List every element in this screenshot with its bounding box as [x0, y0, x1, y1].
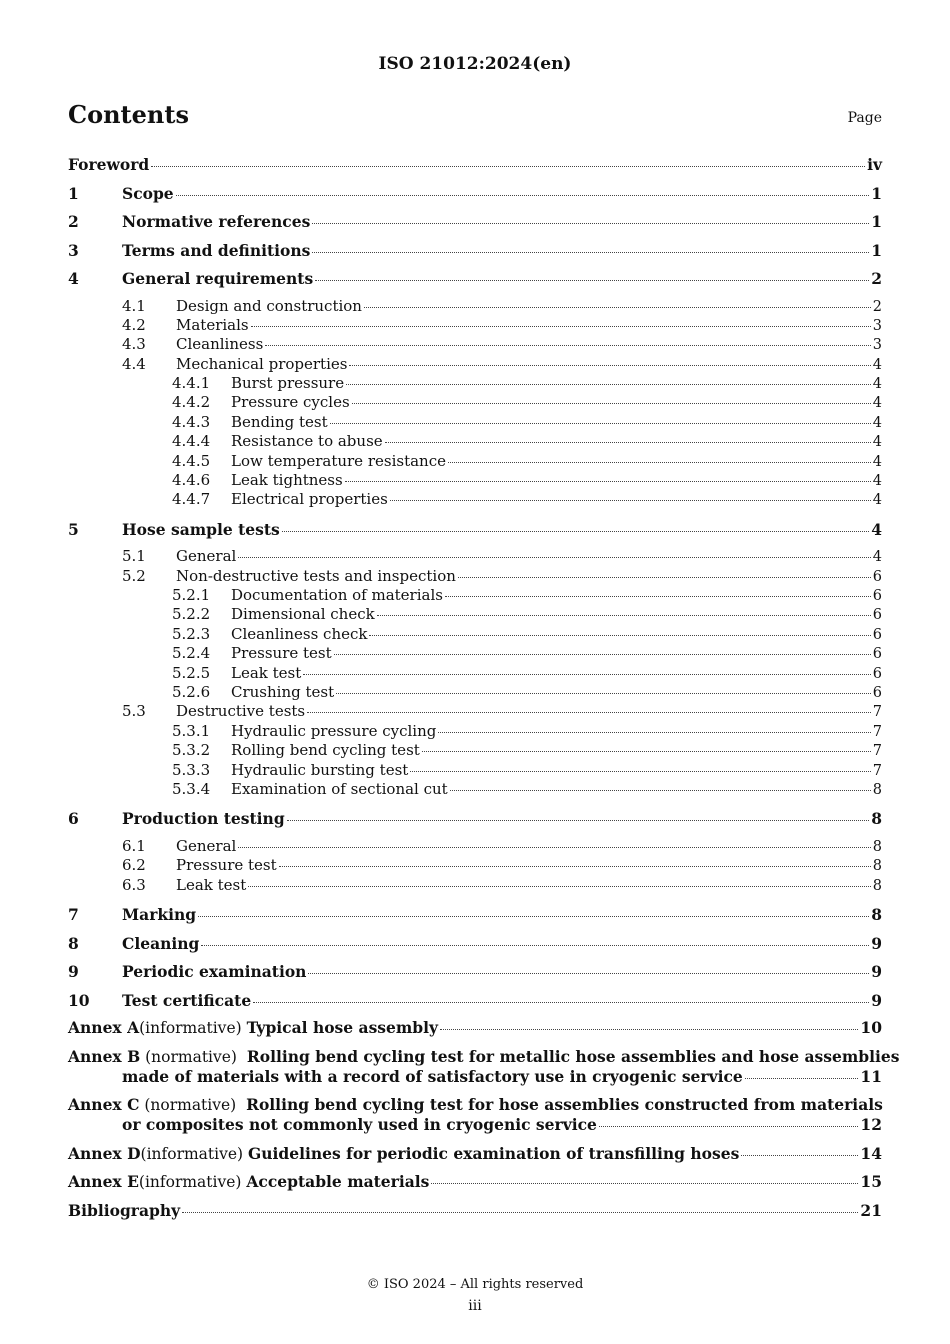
- toc-entry-number: 6: [68, 809, 79, 829]
- dot-leader: [308, 973, 869, 974]
- dot-leader: [312, 252, 869, 253]
- toc-entry-title: Cleanliness: [176, 335, 264, 354]
- toc-entry-title: Dimensional check: [231, 605, 375, 624]
- toc-entry[interactable]: [68, 374, 882, 393]
- dot-leader: [330, 423, 871, 424]
- toc-entry-title: Production testing: [122, 809, 285, 829]
- toc-entry-title: Low temperature resistance: [231, 451, 446, 470]
- toc-entry-page: 8: [872, 781, 882, 798]
- toc-entry-page: 7: [872, 723, 882, 740]
- toc-entry-number: 8: [68, 933, 79, 953]
- toc-entry-page: 4: [872, 492, 882, 509]
- toc-entry-page: iv: [867, 155, 882, 174]
- dot-leader: [410, 771, 870, 772]
- toc-entry-number: 5.2.2: [172, 605, 211, 624]
- toc-entry-page: 4: [872, 376, 882, 393]
- toc-entry-page: 4: [872, 473, 882, 490]
- toc-annex-entry[interactable]: [68, 1095, 882, 1135]
- toc-entry-page: 2: [871, 269, 882, 288]
- toc-entry-title: Leak tightness: [231, 471, 343, 490]
- toc-entry-number: 4.4.6: [172, 471, 211, 490]
- toc-entry-number: 10: [68, 990, 90, 1010]
- toc-entry-page: 9: [871, 933, 882, 953]
- copyright-notice: © ISO 2024 – All rights reserved: [366, 1277, 584, 1292]
- dot-leader: [279, 866, 871, 867]
- section-gap: [68, 799, 882, 808]
- toc-entry-title: Mechanical properties: [176, 354, 348, 373]
- toc-entry-title: Hydraulic bursting test: [231, 760, 409, 779]
- toc-entry-number: 4.4: [122, 354, 146, 373]
- toc-entry[interactable]: [68, 741, 882, 760]
- dot-leader: [282, 531, 869, 532]
- toc-entry[interactable]: [68, 837, 882, 856]
- page-column-label: Page: [847, 110, 882, 126]
- toc-entry[interactable]: [68, 856, 882, 875]
- toc-entry-number: 3: [68, 240, 79, 260]
- toc-entry[interactable]: [68, 547, 882, 566]
- annex-title-line2: or composites not commonly used in cryogenic service: [122, 1115, 597, 1135]
- annex-label: Annex D: [68, 1143, 141, 1163]
- toc-entry-number: 4.4.7: [172, 490, 211, 509]
- annex-page: 11: [860, 1066, 882, 1086]
- toc-entry[interactable]: [68, 355, 882, 374]
- page-number: iii: [468, 1298, 482, 1314]
- annex-label: Annex E: [68, 1172, 139, 1192]
- toc-entry-number: 5.2.4: [172, 644, 211, 663]
- table-of-contents: [68, 154, 900, 1229]
- toc-entry-number: 4.4.4: [172, 432, 211, 451]
- toc-entry-title: General: [176, 547, 237, 566]
- toc-entry-page: 4: [872, 453, 882, 470]
- toc-entry[interactable]: [68, 471, 882, 490]
- dot-leader: [741, 1155, 858, 1156]
- toc-entry-title: Resistance to abuse: [231, 432, 383, 451]
- page-title: Contents: [68, 100, 189, 129]
- annex-title-line2: made of materials with a record of satisfactory use in cryogenic service: [122, 1066, 743, 1086]
- annex-page: 12: [860, 1115, 882, 1135]
- toc-entry-page: 8: [871, 809, 882, 829]
- toc-entry[interactable]: [68, 154, 882, 183]
- toc-entry-title: Periodic examination: [122, 962, 307, 982]
- toc-entry-number: 4: [68, 269, 79, 288]
- toc-entry[interactable]: [68, 933, 882, 962]
- toc-entry-number: 6.2: [122, 856, 146, 875]
- dot-leader: [151, 166, 865, 167]
- toc-entry-page: 6: [872, 685, 882, 702]
- toc-entry-title: Hose sample tests: [122, 519, 280, 539]
- toc-entry[interactable]: [68, 990, 882, 1019]
- toc-entry[interactable]: [68, 240, 882, 269]
- toc-entry-number: 5.2.1: [172, 586, 211, 605]
- toc-entry-title: Leak test: [231, 663, 302, 682]
- toc-entry-number: 4.2: [122, 315, 146, 334]
- toc-entry-number: 4.4.1: [172, 374, 211, 393]
- toc-entry[interactable]: [68, 393, 882, 412]
- annex-kind: (normative): [145, 1047, 237, 1066]
- toc-entry[interactable]: [68, 335, 882, 354]
- toc-entry-page: 4: [872, 414, 882, 431]
- dot-leader: [450, 790, 871, 791]
- annex-kind: (normative): [144, 1096, 237, 1115]
- dot-leader: [238, 557, 870, 558]
- toc-bibliography-entry[interactable]: [68, 1201, 882, 1221]
- toc-entry-title: Cleaning: [122, 933, 200, 953]
- annex-title-line1: Rolling bend cycling test for hose assemblies constructed from materials: [246, 1095, 883, 1115]
- toc-entry-title: Pressure test: [176, 856, 277, 875]
- toc-entry[interactable]: [68, 722, 882, 741]
- dot-leader: [385, 442, 871, 443]
- toc-entry-number: 5.2.5: [172, 663, 211, 682]
- toc-entry-number: 5.1: [122, 547, 146, 566]
- annex-title: Typical hose assembly: [246, 1018, 439, 1038]
- toc-entry-title: Marking: [122, 905, 197, 925]
- toc-entry-title: Crushing test: [231, 683, 335, 702]
- dot-leader: [352, 403, 871, 404]
- toc-entry-page: 4: [872, 549, 882, 566]
- toc-entry-page: 8: [872, 838, 882, 855]
- toc-entry-page: 9: [871, 990, 882, 1010]
- toc-entry[interactable]: [68, 452, 882, 471]
- dot-leader: [238, 847, 870, 848]
- toc-entry-number: 6.1: [122, 836, 146, 855]
- dot-leader: [253, 1002, 869, 1003]
- dot-leader: [303, 674, 870, 675]
- toc-entry-number: 5.2.3: [172, 624, 211, 643]
- toc-entry[interactable]: [68, 904, 882, 933]
- toc-entry-title: Foreword: [68, 155, 150, 174]
- dot-leader: [345, 481, 871, 482]
- toc-entry-title: Pressure cycles: [231, 393, 350, 412]
- toc-entry-page: 6: [872, 607, 882, 624]
- toc-entry-number: 4.3: [122, 335, 146, 354]
- bibliography-title: Bibliography: [68, 1200, 181, 1220]
- toc-entry-page: 4: [872, 434, 882, 451]
- toc-entry-page: 7: [872, 762, 882, 779]
- dot-leader: [287, 820, 870, 821]
- toc-entry-page: 1: [871, 212, 882, 231]
- toc-entry-title: Terms and definitions: [122, 240, 311, 260]
- toc-entry[interactable]: [68, 586, 882, 605]
- toc-entry-number: 2: [68, 212, 79, 231]
- annex-kind: (informative): [140, 1144, 244, 1163]
- toc-annex-entry[interactable]: [68, 1144, 882, 1164]
- annex-kind: (informative): [138, 1173, 242, 1192]
- toc-entry[interactable]: [68, 780, 882, 799]
- dot-leader: [312, 223, 869, 224]
- toc-annex-entry[interactable]: [68, 1172, 882, 1192]
- toc-entry-number: 5.3.2: [172, 741, 211, 760]
- toc-entry-title: Electrical properties: [231, 490, 388, 509]
- toc-entry-title: Design and construction: [176, 296, 362, 315]
- toc-entry-page: 1: [871, 183, 882, 203]
- toc-entry[interactable]: [68, 183, 882, 212]
- toc-entry-title: Pressure test: [231, 644, 332, 663]
- annex-page: 10: [860, 1018, 882, 1038]
- toc-entry[interactable]: [68, 683, 882, 702]
- toc-entry-title: Documentation of materials: [231, 586, 443, 605]
- toc-entry-number: 5.2: [122, 566, 146, 585]
- toc-annex-entry[interactable]: [68, 1018, 882, 1038]
- dot-leader: [336, 693, 871, 694]
- toc-entry-page: 4: [872, 356, 882, 373]
- toc-entry-number: 9: [68, 962, 79, 982]
- toc-entry[interactable]: [68, 625, 882, 644]
- toc-entry-page: 4: [872, 395, 882, 412]
- dot-leader: [248, 886, 870, 887]
- dot-leader: [745, 1078, 859, 1079]
- toc-entry-page: 6: [872, 568, 882, 585]
- toc-entry-title: Scope: [122, 183, 174, 203]
- section-gap: [68, 510, 882, 519]
- dot-leader: [265, 345, 870, 346]
- dot-leader: [369, 635, 870, 636]
- toc-entry-page: 6: [872, 646, 882, 663]
- bibliography-page: 21: [860, 1200, 882, 1220]
- dot-leader: [431, 1183, 858, 1184]
- dot-leader: [307, 712, 871, 713]
- toc-entry[interactable]: [68, 413, 882, 432]
- document-id: ISO 21012:2024(en): [378, 54, 572, 74]
- toc-entry[interactable]: [68, 761, 882, 780]
- toc-entry-page: 2: [872, 298, 882, 315]
- annex-title: Acceptable materials: [246, 1172, 430, 1192]
- toc-entry-page: 4: [871, 519, 882, 539]
- toc-entry-number: 5.3: [122, 702, 146, 721]
- toc-entry-number: 4.1: [122, 296, 146, 315]
- toc-entry-page: 8: [872, 877, 882, 894]
- dot-leader: [182, 1212, 858, 1213]
- toc-entry[interactable]: [68, 605, 882, 624]
- dot-leader: [599, 1126, 859, 1127]
- toc-entry-title: Leak test: [176, 875, 247, 894]
- toc-entry-page: 6: [872, 665, 882, 682]
- annex-title-line1: Rolling bend cycling test for metallic hose assemblies and hose assemblies: [246, 1046, 900, 1066]
- toc-entry[interactable]: [68, 316, 882, 335]
- annex-label: Annex A: [68, 1018, 140, 1038]
- toc-entry-number: 5.3.4: [172, 779, 211, 798]
- dot-leader: [422, 751, 871, 752]
- toc-entry[interactable]: [68, 664, 882, 683]
- toc-entry[interactable]: [68, 297, 882, 316]
- toc-entry[interactable]: [68, 567, 882, 586]
- dot-leader: [251, 326, 871, 327]
- dot-leader: [438, 732, 870, 733]
- annex-title: Guidelines for periodic examination of transfilling hoses: [248, 1143, 740, 1163]
- toc-entry-page: 1: [871, 240, 882, 260]
- toc-entry-number: 5: [68, 519, 79, 539]
- toc-entry-page: 8: [871, 905, 882, 925]
- toc-entry-title: Examination of sectional cut: [231, 779, 448, 798]
- toc-entry[interactable]: [68, 211, 882, 240]
- toc-entry-page: 7: [872, 704, 882, 721]
- section-gap: [68, 895, 882, 904]
- dot-leader: [176, 195, 870, 196]
- toc-entry-number: 4.4.3: [172, 412, 211, 431]
- toc-entry-number: 7: [68, 905, 79, 925]
- toc-entry[interactable]: [68, 268, 882, 297]
- toc-entry-title: General requirements: [122, 269, 314, 288]
- toc-entry-title: Materials: [176, 315, 249, 334]
- annex-label: Annex C: [68, 1095, 140, 1115]
- toc-entry-number: 5.3.3: [172, 760, 211, 779]
- toc-entry[interactable]: [68, 876, 882, 895]
- dot-leader: [445, 596, 871, 597]
- toc-entry[interactable]: [68, 490, 882, 509]
- toc-entry-title: Rolling bend cycling test: [231, 741, 420, 760]
- dot-leader: [440, 1029, 858, 1030]
- toc-entry-number: 4.4.5: [172, 451, 211, 470]
- dot-leader: [448, 462, 871, 463]
- dot-leader: [201, 945, 869, 946]
- toc-entry-number: 1: [68, 183, 79, 203]
- toc-entry-number: 5.2.6: [172, 683, 211, 702]
- toc-entry-page: 6: [872, 588, 882, 605]
- toc-entry-title: Test certificate: [122, 990, 252, 1010]
- toc-entry-title: General: [176, 836, 237, 855]
- toc-entry-title: Hydraulic pressure cycling: [231, 721, 437, 740]
- toc-entry-number: 5.3.1: [172, 721, 211, 740]
- dot-leader: [334, 654, 871, 655]
- toc-entry-page: 9: [871, 962, 882, 982]
- toc-entry[interactable]: [68, 519, 882, 548]
- dot-leader: [390, 500, 871, 501]
- toc-entry[interactable]: [68, 432, 882, 451]
- annex-kind: (informative): [139, 1019, 242, 1038]
- toc-entry-number: 4.4.2: [172, 393, 211, 412]
- toc-entry-title: Bending test: [231, 412, 328, 431]
- toc-entry-title: Non-destructive tests and inspection: [176, 566, 456, 585]
- toc-entry-title: Burst pressure: [231, 374, 345, 393]
- dot-leader: [198, 916, 869, 917]
- toc-entry[interactable]: [68, 808, 882, 837]
- toc-entry[interactable]: [68, 961, 882, 990]
- annex-page: 15: [860, 1172, 882, 1192]
- toc-entry-title: Destructive tests: [176, 702, 306, 721]
- dot-leader: [349, 365, 870, 366]
- toc-entry[interactable]: [68, 702, 882, 721]
- toc-entry[interactable]: [68, 644, 882, 663]
- annex-page: 14: [860, 1143, 882, 1163]
- toc-entry-number: 6.3: [122, 875, 146, 894]
- annex-label: Annex B: [68, 1046, 141, 1066]
- toc-entry-page: 8: [872, 858, 882, 875]
- dot-leader: [346, 384, 871, 385]
- toc-entry-page: 6: [872, 626, 882, 643]
- dot-leader: [364, 307, 871, 308]
- dot-leader: [377, 615, 871, 616]
- toc-entry-page: 7: [872, 743, 882, 760]
- toc-entry-page: 3: [872, 337, 882, 354]
- dot-leader: [315, 280, 869, 281]
- toc-entry-page: 3: [872, 317, 882, 334]
- dot-leader: [458, 577, 871, 578]
- toc-annex-entry[interactable]: [68, 1046, 900, 1087]
- toc-entry-title: Cleanliness check: [231, 624, 368, 643]
- toc-entry-title: Normative references: [122, 212, 311, 231]
